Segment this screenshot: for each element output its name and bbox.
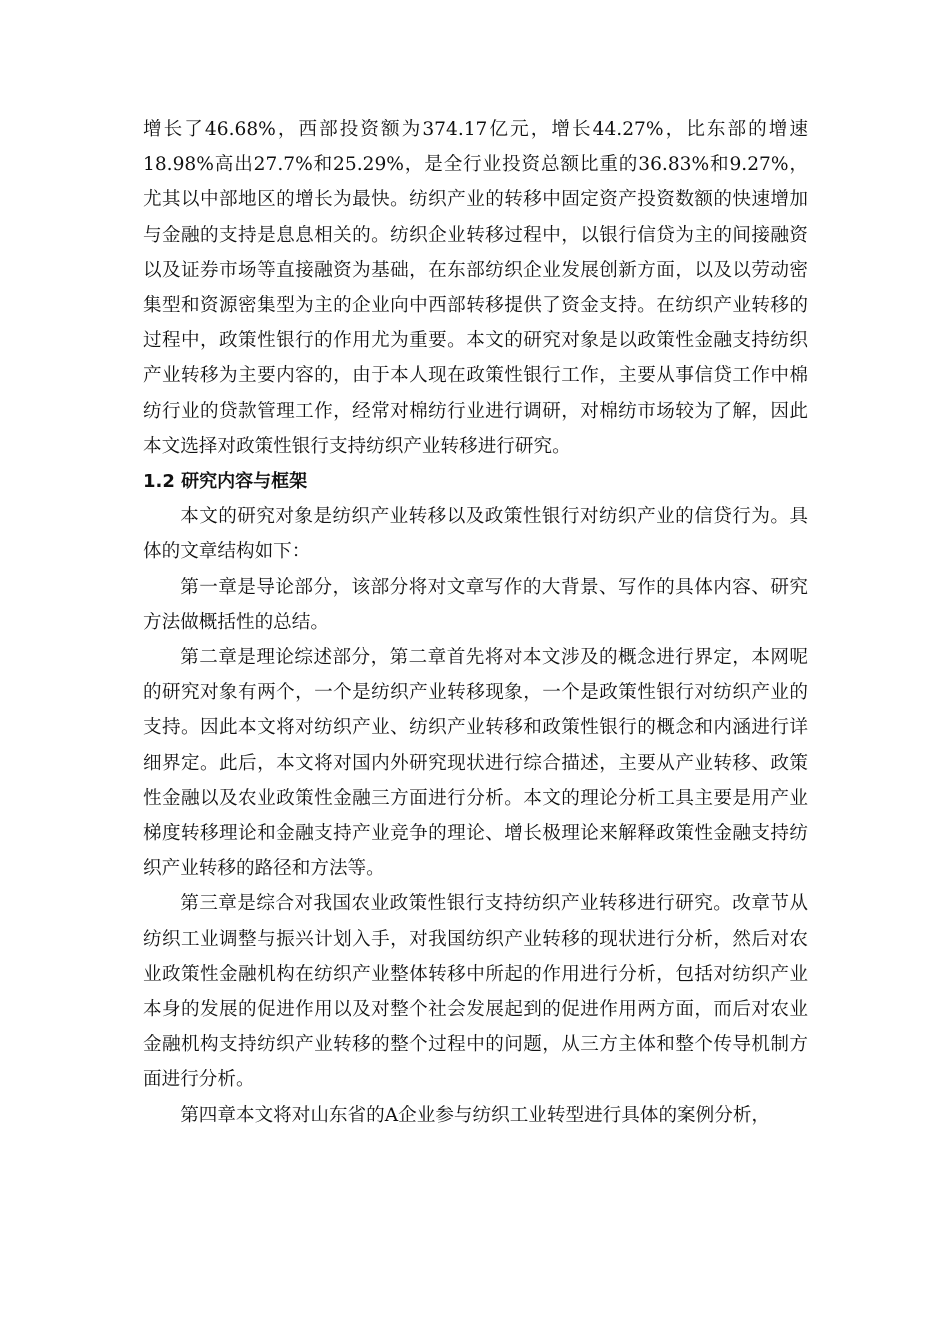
section-heading-research-content: 1.2 研究内容与框架 xyxy=(143,471,308,493)
paragraph-chapter-two: 第二章是理论综述部分，第二章首先将对本文涉及的概念进行界定，本网呢的研究对象有两个，一个是纺织产业转移现象，一个是政策性银行对纺织产业的 支持。因此本文将对纺织产业、纺织产业转移和政策性银行的概念和内涵进行详细界定。此后，本文将对国内外研究现状进行综合描述，主要从产业转移、政策性金融以及农业政策性金融三方面进行分析。本文的理论分析工具主要是用产业梯度转移理论和金融支持产业竞争的理论、增长极理论来解释政策性金融支持纺织产业转移的路径和方法等。 xyxy=(143,647,808,880)
paragraph-chapter-one: 第一章是导论部分，该部分将对文章写作的大背景、写作的具体内容、研究方法做概括性的总结。 xyxy=(143,576,808,633)
page-body xyxy=(143,112,808,1133)
paragraph-research-object: 本文的研究对象是纺织产业转移以及政策性银行对纺织产业的信贷行为。具体的文章结构如下： xyxy=(143,506,808,563)
paragraph-investment-growth: 增长了46.68%，西部投资额为374.17亿元，增长44.27%，比东部的增速18.98%高出27.7%和25.29%，是全行业投资总额比重的36.83%和9.27%，尤其以中部地区的增长为最快。纺织产业的转移中固定资产投资数额的快速增加与金融的支持是息息相关的。纺织企业转移过程中，以银行信贷为主的间接融资以及证券市场等直接融资为基础，在东部纺织企业发展创新方面，以及以劳动密集型和资源密集型为主的企业向中西部转移提供了资金支持。在纺织产业转移的过程中，政策性银行的作用尤为重要。本文的研究对象是以政策性金融支持纺织产业转移为主要内容的，由于本人现在政策性银行工作，主要从事信贷工作中棉纺行业的贷款管理工作，经常对棉纺行业进行调研，对棉纺市场较为了解，因此本文选择对政策性银行支持纺织产业转移进行研究。 xyxy=(143,119,808,457)
paragraph-chapter-four: 第四章本文将对山东省的A企业参与纺织工业转型进行具体的案例分析， xyxy=(180,1104,771,1126)
paragraph-chapter-three: 第三章是综合对我国农业政策性银行支持纺织产业转移进行研究。改章节从纺织工业调整与振兴计划入手，对我国纺织产业转移的现状进行分析，然后对农业政策性金融机构在纺织产业整体转移中所起的作用进行分析，包括对纺织产业本身的发展的促进作用以及对整个社会发展起到的促进作用两方面，而后对农业金融机构支持纺织产业转移的整个过程中的问题，从三方主体和整个传导机制方面进行分析。 xyxy=(143,893,808,1091)
